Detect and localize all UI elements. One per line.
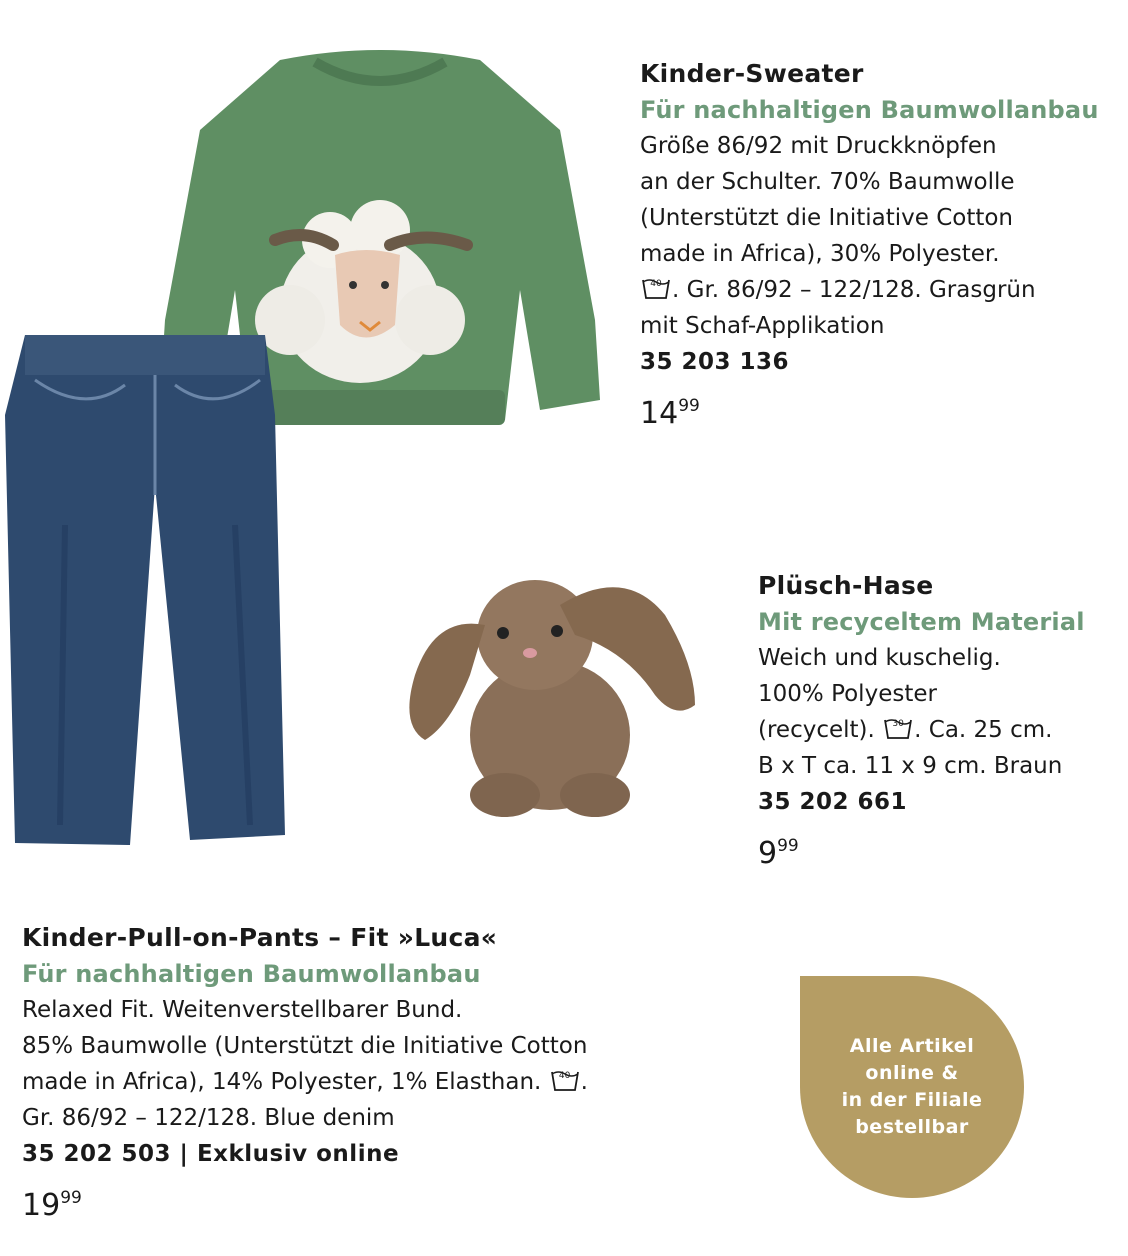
- desc-line: [22, 1064, 742, 1100]
- wash-temp: 40: [558, 1071, 571, 1081]
- desc-line: Gr. 86/92 – 122/128. Blue denim: [22, 1105, 395, 1131]
- price-cents: 99: [678, 396, 700, 416]
- price-cents: 99: [60, 1188, 82, 1208]
- recycled-text: (recycelt).: [758, 717, 883, 743]
- material-text: made in Africa), 14% Polyester, 1% Elasthan.: [22, 1069, 549, 1095]
- desc-line: Relaxed Fit. Weitenverstellbarer Bund.: [22, 997, 463, 1023]
- desc-line: Weich und kuschelig.: [758, 645, 1001, 671]
- bunny-image: [395, 555, 705, 820]
- period-text: .: [580, 1069, 588, 1095]
- product-pants: [22, 920, 742, 1226]
- badge-line: online &: [865, 1062, 959, 1084]
- product-description: [22, 992, 742, 1136]
- desc-line: 100% Polyester: [758, 681, 937, 707]
- desc-line: [640, 272, 1110, 308]
- badge-line: bestellbar: [855, 1116, 969, 1138]
- wash-30-icon: [884, 715, 912, 737]
- wash-40-icon: [551, 1067, 579, 1089]
- price: [640, 386, 1110, 434]
- badge-line: Alle Artikel: [849, 1035, 975, 1057]
- price: [22, 1178, 742, 1226]
- badge-line: in der Filiale: [841, 1089, 983, 1111]
- desc-line: made in Africa), 30% Polyester.: [640, 241, 1000, 267]
- article-number: 35 203 136: [640, 349, 790, 375]
- wash-temp: 40: [650, 279, 662, 289]
- price-main: 9: [758, 836, 778, 871]
- desc-line: an der Schulter. 70% Baumwolle: [640, 169, 1015, 195]
- price-cents: 99: [777, 836, 799, 856]
- product-sweater: [640, 56, 1110, 434]
- product-bunny: [758, 568, 1118, 874]
- product-subtitle: Mit recyceltem Material: [758, 608, 1085, 636]
- desc-line: (Unterstützt die Initiative Cotton: [640, 205, 1014, 231]
- product-subtitle: Für nachhaltigen Baumwollanbau: [640, 96, 1099, 124]
- price-main: 14: [640, 396, 679, 431]
- desc-line: Größe 86/92 mit Druckknöpfen: [640, 133, 997, 159]
- pants-image: [5, 325, 295, 850]
- product-description: [758, 640, 1118, 784]
- product-title: Plüsch-Hase: [758, 571, 934, 600]
- wash-temp: 30: [892, 719, 904, 729]
- desc-line: mit Schaf-Applikation: [640, 313, 885, 339]
- article-number: 35 202 503 | Exklusiv online: [22, 1141, 400, 1167]
- desc-line: 85% Baumwolle (Unterstützt die Initiative Cotton: [22, 1033, 588, 1059]
- product-subtitle: Für nachhaltigen Baumwollanbau: [22, 960, 481, 988]
- desc-line: [758, 712, 1118, 748]
- desc-line: B x T ca. 11 x 9 cm. Braun: [758, 753, 1063, 779]
- size-text: . Ca. 25 cm.: [914, 717, 1053, 743]
- product-description: [640, 128, 1110, 344]
- wash-40-icon: [642, 275, 670, 297]
- price: [758, 826, 1118, 874]
- size-color-text: . Gr. 86/92 – 122/128. Grasgrün: [672, 277, 1036, 303]
- price-main: 19: [22, 1188, 61, 1223]
- article-number: 35 202 661: [758, 789, 908, 815]
- product-title: Kinder-Pull-on-Pants – Fit »Luca«: [22, 923, 498, 952]
- product-title: Kinder-Sweater: [640, 59, 864, 88]
- availability-badge: [800, 976, 1024, 1198]
